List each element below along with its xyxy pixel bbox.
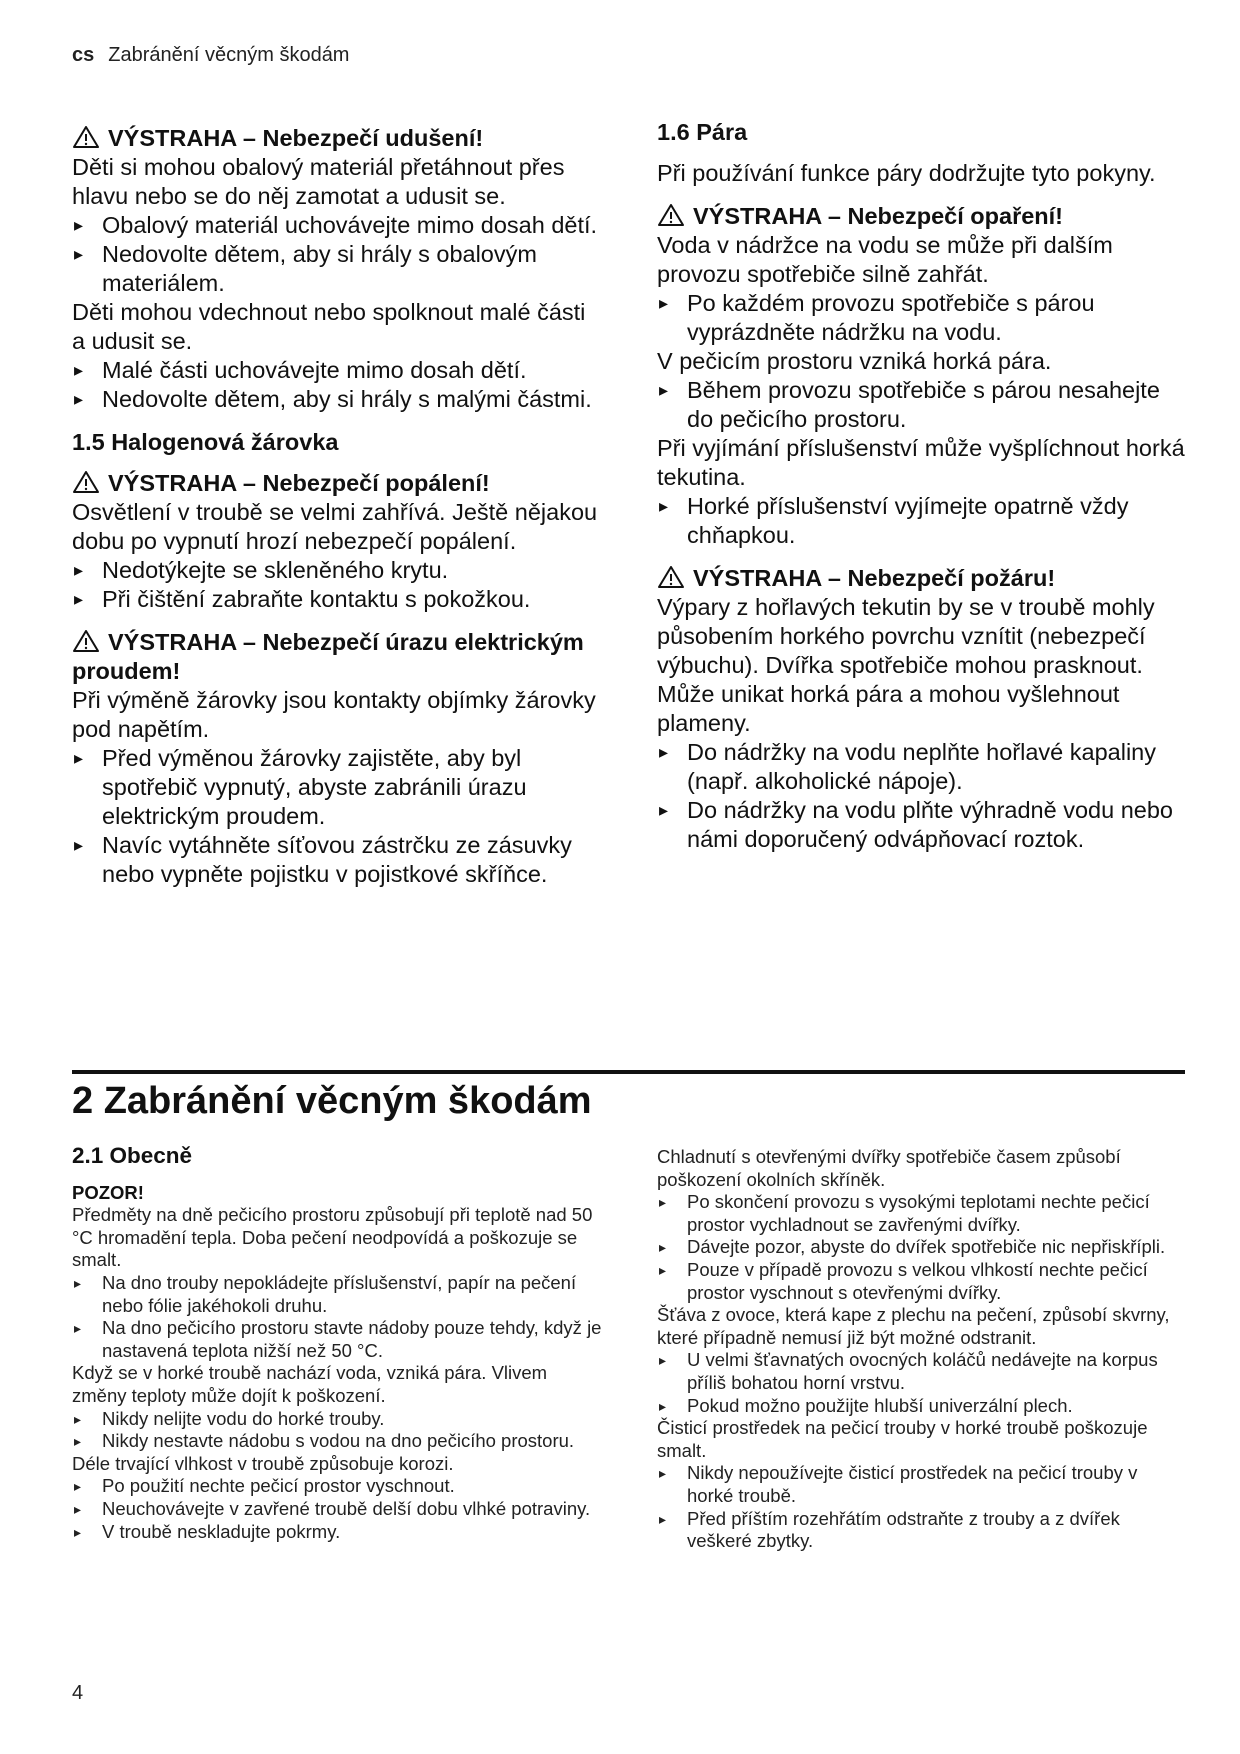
header-title: Zabránění věcným škodám	[108, 44, 350, 66]
warning-triangle-icon	[72, 125, 100, 149]
section2-right-column	[657, 1146, 1187, 1553]
list-item: ▸ Na dno trouby nepokládejte příslušenství, papír na pečení nebo fólie jakéhokoli druhu.	[72, 1272, 602, 1317]
list-item: ▸ Po každém provozu spotřebiče s párou vyprázdněte nádržku na vodu.	[657, 289, 1187, 347]
section-heading-2-1: 2.1 Obecně	[72, 1143, 193, 1168]
bullet-list	[72, 1408, 602, 1453]
paragraph: Voda v nádržce na vodu se může při dalším provozu spotřebiče silně zahřát.	[657, 232, 1113, 287]
section2-left-column	[72, 1145, 602, 1543]
list-item: ▸ Obalový materiál uchovávejte mimo dosah dětí.	[72, 211, 602, 240]
paragraph: Chladnutí s otevřenými dvířky spotřebiče časem způsobí poškození okolních skříněk.	[657, 1146, 1121, 1190]
list-item: ▸ Během provozu spotřebiče s párou nesahejte do pečicího prostoru.	[657, 376, 1187, 434]
warning-heading-electric-shock: VÝSTRAHA – Nebezpečí úrazu elektrickým proudem!	[72, 629, 584, 684]
paragraph: Když se v horké troubě nachází voda, vzniká pára. Vlivem změny teploty může dojít k poškození.	[72, 1362, 548, 1406]
warning-heading-burns: VÝSTRAHA – Nebezpečí popálení!	[72, 469, 602, 498]
list-item: ▸ Nedovolte dětem, aby si hrály s obalovým materiálem.	[72, 240, 602, 298]
bullet-list	[657, 1349, 1187, 1417]
warning-heading-scalding: VÝSTRAHA – Nebezpečí opaření!	[657, 202, 1187, 231]
paragraph: Předměty na dně pečicího prostoru způsobují při teplotě nad 50 °C hromadění tepla. Doba pečení neodpovídá a poškozuje se smalt.	[72, 1204, 593, 1271]
page-header	[72, 44, 349, 67]
paragraph: Osvětlení v troubě se velmi zahřívá. Ještě nějakou dobu po vypnutí hrozí nebezpečí popálení.	[72, 499, 598, 554]
bullet-list	[72, 1272, 602, 1362]
bullet-list	[657, 289, 1187, 347]
warning-heading-suffocation: VÝSTRAHA – Nebezpečí udušení!	[72, 124, 602, 153]
paragraph: V pečicím prostoru vzniká horká pára.	[657, 348, 1052, 374]
list-item: ▸ Při čištění zabraňte kontaktu s pokožkou.	[72, 585, 602, 614]
bullet-list	[657, 1191, 1187, 1304]
list-item: ▸ Pokud možno použijte hlubší univerzální plech.	[657, 1395, 1187, 1418]
list-item: ▸ Do nádržky na vodu plňte výhradně vodu nebo námi doporučený odvápňovací roztok.	[657, 796, 1187, 854]
section-heading-1-6: 1.6 Pára	[657, 119, 748, 145]
list-item: ▸ Před výměnou žárovky zajistěte, aby byl spotřebič vypnutý, abyste zabránili úrazu elektrickým proudem.	[72, 744, 602, 831]
paragraph: Výpary z hořlavých tekutin by se v troubě mohly působením horkého povrchu vznítit (nebezpečí výbuchu). Dvířka spotřebiče mohou prasknout. Může unikat horká pára a mohou vyšlehnout plameny.	[657, 594, 1155, 736]
section-divider	[72, 1070, 1185, 1074]
list-item: ▸ Nedotýkejte se skleněného krytu.	[72, 556, 602, 585]
right-column	[657, 118, 1187, 854]
bullet-list	[657, 738, 1187, 854]
page-number: 4	[72, 1682, 84, 1704]
list-item: ▸ Malé části uchovávejte mimo dosah dětí.	[72, 356, 602, 385]
list-item: ▸ V troubě neskladujte pokrmy.	[72, 1521, 602, 1544]
bullet-list	[657, 1462, 1187, 1552]
bullet-list	[72, 211, 602, 298]
paragraph: Při výměně žárovky jsou kontakty objímky žárovky pod napětím.	[72, 687, 596, 742]
paragraph: Čisticí prostředek na pečicí trouby v horké troubě poškozuje smalt.	[657, 1417, 1148, 1461]
chapter-heading: 2 Zabránění věcným škodám	[72, 1080, 592, 1122]
list-item: ▸ Nikdy nepoužívejte čisticí prostředek na pečicí trouby v horké troubě.	[657, 1462, 1187, 1507]
paragraph: Při vyjímání příslušenství může vyšplíchnout horká tekutina.	[657, 435, 1185, 490]
warning-triangle-icon	[657, 565, 685, 589]
list-item: ▸ Neuchovávejte v zavřené troubě delší dobu vlhké potraviny.	[72, 1498, 602, 1521]
paragraph: Děti mohou vdechnout nebo spolknout malé části a udusit se.	[72, 299, 586, 354]
language-code: cs	[72, 44, 95, 66]
warning-heading-fire: VÝSTRAHA – Nebezpečí požáru!	[657, 564, 1187, 593]
list-item: ▸ Pouze v případě provozu s velkou vlhkostí nechte pečicí prostor vyschnout s otevřenými dvířky.	[657, 1259, 1187, 1304]
notice-label: POZOR!	[72, 1181, 144, 1203]
list-item: ▸ Před příštím rozehřátím odstraňte z trouby a z dvířek veškeré zbytky.	[657, 1508, 1187, 1553]
bullet-list	[657, 376, 1187, 434]
paragraph: Při používání funkce páry dodržujte tyto pokyny.	[657, 160, 1156, 186]
paragraph: Déle trvající vlhkost v troubě způsobuje korozi.	[72, 1452, 454, 1474]
list-item: ▸ Do nádržky na vodu neplňte hořlavé kapaliny (např. alkoholické nápoje).	[657, 738, 1187, 796]
list-item: ▸ Dávejte pozor, abyste do dvířek spotřebiče nic nepřiskřípli.	[657, 1236, 1187, 1259]
warning-triangle-icon	[657, 203, 685, 227]
list-item: ▸ Nikdy nestavte nádobu s vodou na dno pečicího prostoru.	[72, 1430, 602, 1453]
list-item: ▸ Nedovolte dětem, aby si hrály s malými částmi.	[72, 385, 602, 414]
warning-triangle-icon	[72, 629, 100, 653]
bullet-list	[72, 1475, 602, 1543]
list-item: ▸ Po skončení provozu s vysokými teplotami nechte pečicí prostor vychladnout se zavřenými dvířky.	[657, 1191, 1187, 1236]
bullet-list	[72, 556, 602, 614]
list-item: ▸ U velmi šťavnatých ovocných koláčů nedávejte na korpus příliš bohatou horní vrstvu.	[657, 1349, 1187, 1394]
bullet-list	[657, 492, 1187, 550]
paragraph: Šťáva z ovoce, která kape z plechu na pečení, způsobí skvrny, které případně nemusí již být možné odstranit.	[657, 1304, 1170, 1348]
warning-triangle-icon	[72, 470, 100, 494]
list-item: ▸ Nikdy nelijte vodu do horké trouby.	[72, 1408, 602, 1431]
list-item: ▸ Horké příslušenství vyjímejte opatrně vždy chňapkou.	[657, 492, 1187, 550]
section-heading-1-5: 1.5 Halogenová žárovka	[72, 429, 339, 455]
list-item: ▸ Na dno pečicího prostoru stavte nádoby pouze tehdy, když je nastavená teplota nižší než 50 °C.	[72, 1317, 602, 1362]
list-item: ▸ Po použití nechte pečicí prostor vyschnout.	[72, 1475, 602, 1498]
left-column	[72, 124, 602, 889]
bullet-list	[72, 744, 602, 889]
bullet-list	[72, 356, 602, 414]
list-item: ▸ Navíc vytáhněte síťovou zástrčku ze zásuvky nebo vypněte pojistku v pojistkové skříňce.	[72, 831, 602, 889]
paragraph: Děti si mohou obalový materiál přetáhnout přes hlavu nebo se do něj zamotat a udusit se.	[72, 154, 565, 209]
